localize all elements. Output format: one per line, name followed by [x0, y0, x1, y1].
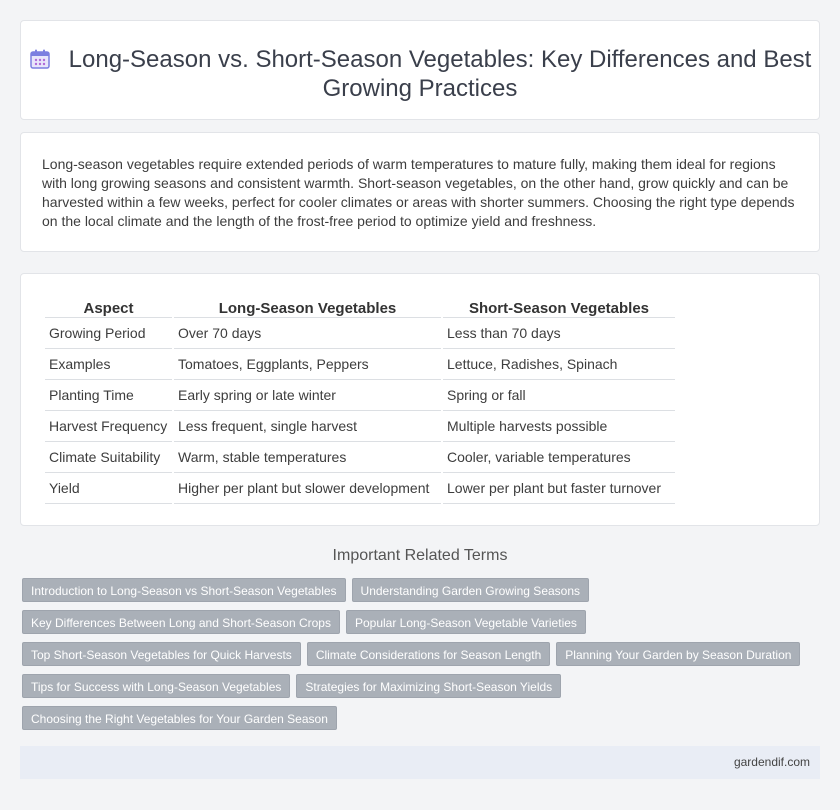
related-term-tag[interactable]: Key Differences Between Long and Short-Season Crops — [22, 610, 340, 634]
related-term-tag[interactable]: Introduction to Long-Season vs Short-Season Vegetables — [22, 578, 346, 602]
header-long-season: Long-Season Vegetables — [174, 295, 441, 318]
header-short-season: Short-Season Vegetables — [443, 295, 675, 318]
table-cell: Lettuce, Radishes, Spinach — [443, 349, 675, 380]
intro-paragraph: Long-season vegetables require extended periods of warm temperatures to mature fully, making them ideal for regions with long growing seasons and consistent warmth. Short-season vegetables, on the other hand, grow quickly and can be harvested within a few weeks, perfect for cooler climates or areas with shorter summers. Choosing the right type depends on the local climate and the length of the frost-free period to optimize yield and freshness. — [42, 156, 795, 229]
table-row — [45, 349, 675, 380]
table-cell: Cooler, variable temperatures — [443, 442, 675, 473]
table-row — [45, 473, 675, 504]
related-term-tag[interactable]: Planning Your Garden by Season Duration — [556, 642, 800, 666]
comparison-table — [43, 295, 677, 504]
table-cell: Yield — [45, 473, 172, 504]
table-cell: Examples — [45, 349, 172, 380]
table-cell: Less than 70 days — [443, 318, 675, 349]
comparison-table-card — [20, 273, 820, 526]
table-cell: Lower per plant but faster turnover — [443, 473, 675, 504]
table-cell: Higher per plant but slower development — [174, 473, 441, 504]
table-row — [45, 411, 675, 442]
related-term-tag[interactable]: Top Short-Season Vegetables for Quick Harvests — [22, 642, 301, 666]
table-cell: Spring or fall — [443, 380, 675, 411]
related-term-tag[interactable]: Climate Considerations for Season Length — [307, 642, 550, 666]
table-cell: Planting Time — [45, 380, 172, 411]
table-cell: Early spring or late winter — [174, 380, 441, 411]
related-terms-list — [22, 578, 812, 730]
related-term-tag[interactable]: Popular Long-Season Vegetable Varieties — [346, 610, 586, 634]
related-terms-title: Important Related Terms — [332, 547, 508, 564]
footer — [20, 746, 820, 779]
table-row — [45, 442, 675, 473]
header-aspect: Aspect — [45, 295, 172, 318]
header-card — [20, 20, 820, 120]
related-term-tag[interactable]: Tips for Success with Long-Season Vegetables — [22, 674, 290, 698]
table-cell: Multiple harvests possible — [443, 411, 675, 442]
footer-site-link[interactable]: gardendif.com — [733, 755, 810, 769]
table-row — [45, 318, 675, 349]
table-cell: Growing Period — [45, 318, 172, 349]
related-term-tag[interactable]: Choosing the Right Vegetables for Your Garden Season — [22, 706, 337, 730]
related-term-tag[interactable]: Understanding Garden Growing Seasons — [352, 578, 589, 602]
intro-card — [20, 132, 820, 252]
calendar-icon — [29, 48, 51, 70]
table-cell: Tomatoes, Eggplants, Peppers — [174, 349, 441, 380]
table-cell: Less frequent, single harvest — [174, 411, 441, 442]
table-cell: Harvest Frequency — [45, 411, 172, 442]
table-row — [45, 380, 675, 411]
related-term-tag[interactable]: Strategies for Maximizing Short-Season Yields — [296, 674, 561, 698]
page-title-wrap — [21, 45, 819, 103]
table-cell: Climate Suitability — [45, 442, 172, 473]
table-cell: Over 70 days — [174, 318, 441, 349]
page-title: Long-Season vs. Short-Season Vegetables: Key Differences and Best Growing Practices — [68, 46, 812, 102]
table-cell: Warm, stable temperatures — [174, 442, 441, 473]
table-header-row — [45, 295, 675, 318]
